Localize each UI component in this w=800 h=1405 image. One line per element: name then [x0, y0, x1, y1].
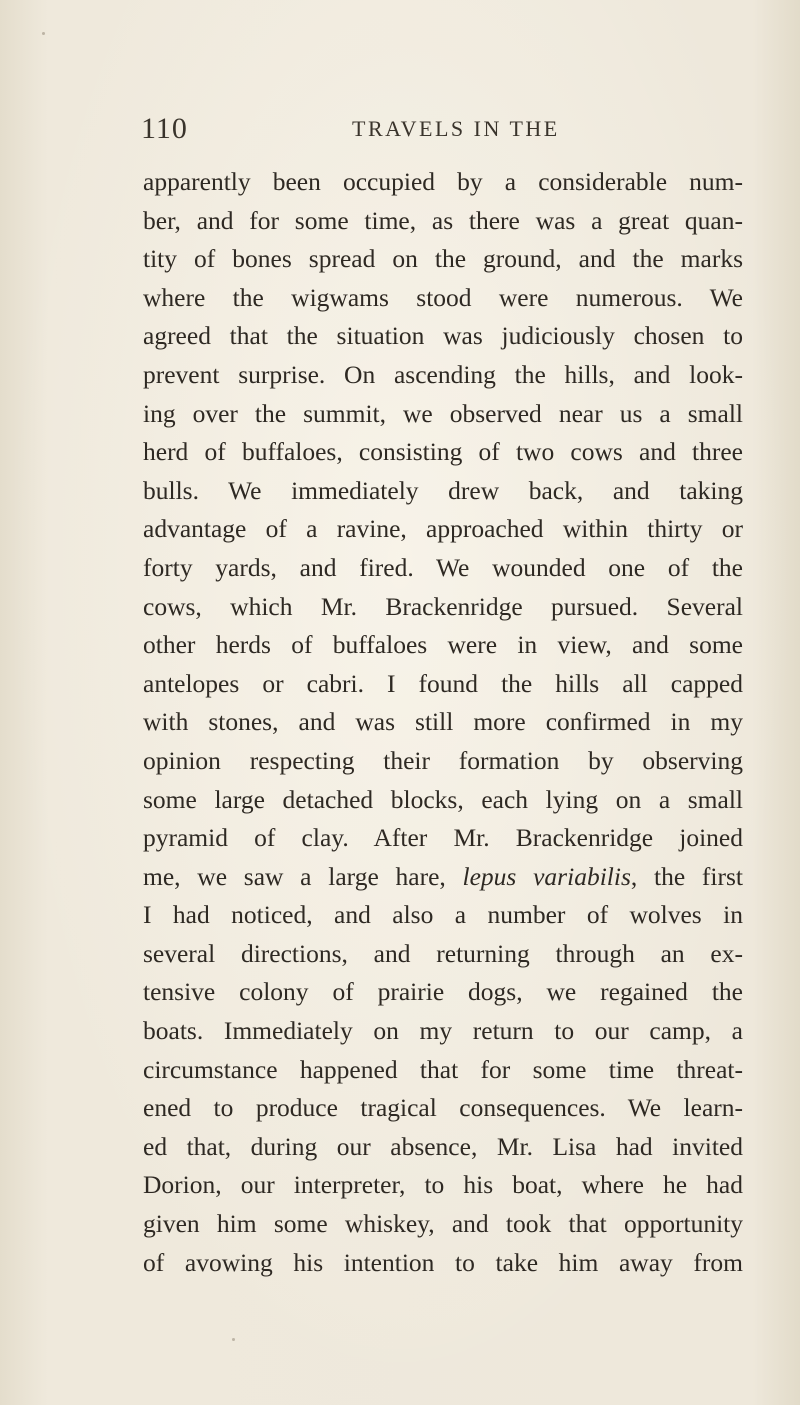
text-line: antelopes or cabri. I found the hills all capped	[143, 668, 743, 698]
species-name: lepus variabilis	[462, 861, 631, 891]
text-line: pyramid of clay. After Mr. Brackenridge joined	[143, 823, 743, 853]
text-line: tensive colony of prairie dogs, we regained the	[143, 977, 743, 1007]
text-line: ber, and for some time, as there was a great quan-	[143, 205, 743, 235]
text-line: prevent surprise. On ascending the hills, and look-	[143, 359, 743, 389]
page-number: 110	[141, 112, 188, 145]
text-line: I had noticed, and also a number of wolves in	[143, 900, 743, 930]
text-line: with stones, and was still more confirmed in my	[143, 707, 743, 737]
text-line: of avowing his intention to take him away from	[143, 1247, 743, 1277]
paper-speck	[232, 1338, 235, 1341]
text-line: forty yards, and fired. We wounded one of the	[143, 552, 743, 582]
body-text	[143, 163, 743, 1282]
text-line: Dorion, our interpreter, to his boat, where he had	[143, 1170, 743, 1200]
text-line: apparently been occupied by a considerable num-	[143, 167, 743, 196]
text-line: given him some whiskey, and took that opportunity	[143, 1209, 743, 1239]
text-line: circumstance happened that for some time threat-	[143, 1054, 743, 1084]
text-line: ed that, during our absence, Mr. Lisa had invited	[143, 1131, 743, 1161]
text-line: ing over the summit, we observed near us a small	[143, 398, 743, 428]
text-line: advantage of a ravine, approached within thirty or	[143, 514, 743, 544]
paper-speck	[42, 32, 45, 35]
text-line: me, we saw a large hare, lepus variabilis, the first	[143, 861, 743, 891]
text-line: cows, which Mr. Brackenridge pursued. Several	[143, 591, 743, 621]
text-line: some large detached blocks, each lying on a small	[143, 784, 743, 814]
text-line: ened to produce tragical consequences. We learn-	[143, 1093, 743, 1123]
text-line: boats. Immediately on my return to our camp, a	[143, 1016, 743, 1046]
text-line: opinion respecting their formation by observing	[143, 745, 743, 775]
running-title: TRAVELS IN THE	[352, 116, 560, 141]
text-line: tity of bones spread on the ground, and the marks	[143, 244, 743, 274]
text-line: where the wigwams stood were numerous. We	[143, 282, 743, 312]
text-line: several directions, and returning through an ex-	[143, 938, 743, 968]
text-line: herd of buffaloes, consisting of two cows and three	[143, 437, 743, 467]
running-head	[0, 112, 800, 152]
text-line: bulls. We immediately drew back, and taking	[143, 475, 743, 505]
text-line: other herds of buffaloes were in view, and some	[143, 630, 743, 660]
text-line: agreed that the situation was judiciously chosen to	[143, 321, 743, 351]
